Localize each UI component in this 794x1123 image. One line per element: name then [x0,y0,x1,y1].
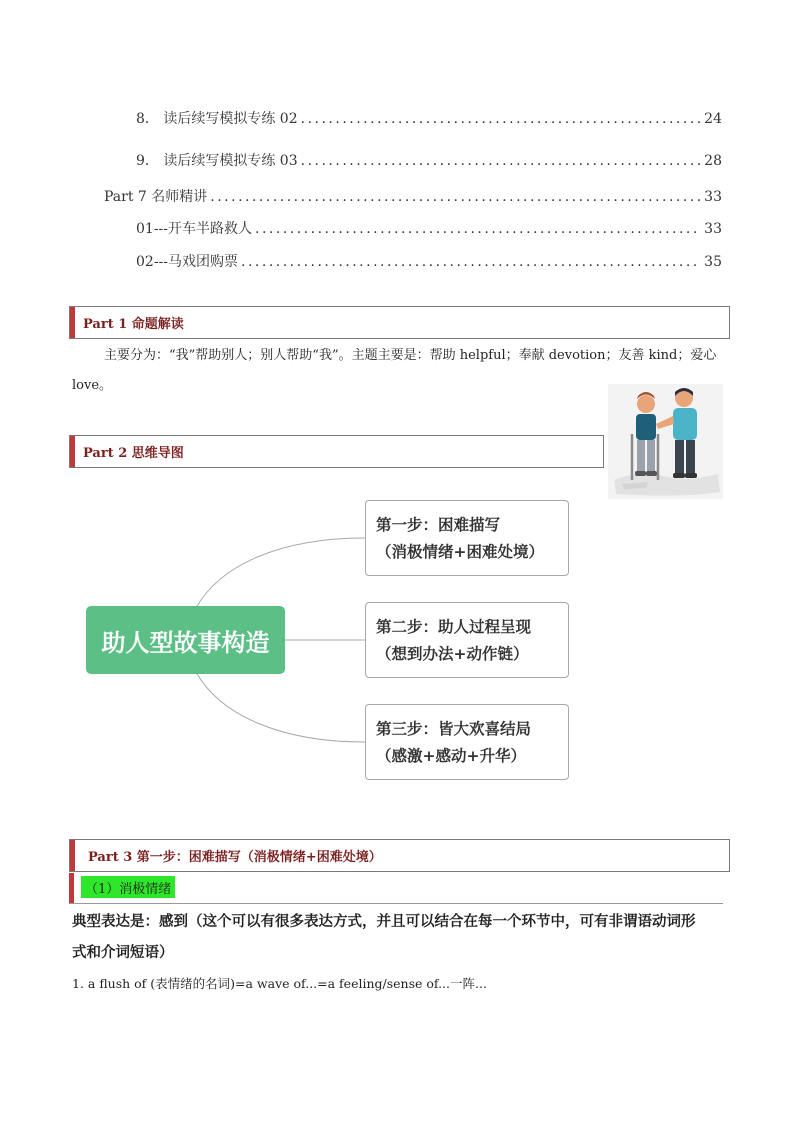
branch-subtitle: （感激+感动+升华） [376,747,526,765]
section-title: Part 3 第一步：困难描写（消极情绪+困难处境） [88,850,382,865]
mindmap-branch-node[interactable] [365,602,569,678]
part3-intro-line2: 式和介词短语） [72,944,174,961]
toc-entry-label: 02---马戏团购票 [136,254,239,270]
subhead-negative-emotion: （1）消极情绪 [81,876,175,898]
part1-text-line2: love。 [72,378,113,393]
toc-entry-label: 8． 读后续写模拟专练 02 [136,111,298,127]
branch-subtitle: （想到办法+动作链） [376,645,529,663]
toc-entry-page: 24 [704,111,722,127]
branch-title: 第三步：皆大欢喜结局 [376,720,532,738]
branch-subtitle: （消极情绪+困难处境） [376,543,544,561]
part3-item1: 1. a flush of (表情绪的名词)=a wave of...=a feeling/sense of...一阵... [72,976,487,991]
section-title: Part 1 命题解读 [83,317,184,332]
section-accent-bar [70,840,75,871]
toc-entry-label: 9． 读后续写模拟专练 03 [136,153,298,169]
toc-entry-label: Part 7 名师精讲 [104,189,208,205]
part1-text-line1: 主要分为：“我”帮助别人；别人帮助“我”。主题主要是：帮助 helpful；奉献 devotion；友善 kind；爱心 [104,348,717,363]
section-header-part3 [69,839,730,872]
toc-entry-page: 28 [704,153,722,169]
toc-entry-page: 35 [704,254,722,270]
section-title: Part 2 思维导图 [83,446,184,461]
subhead-accent-bar [69,873,74,903]
part3-intro-line1: 典型表达是：感到（这个可以有很多表达方式，并且可以结合在每一个环节中，可有非谓语动词形 [72,913,696,930]
mindmap-branch-node[interactable] [365,500,569,576]
toc-entry-label: 01---开车半路救人 [136,221,253,237]
subhead-underline [69,903,723,904]
toc-entry-page: 33 [704,189,722,205]
mindmap-root-node[interactable]: 助人型故事构造 [86,606,285,674]
mindmap-branch-node[interactable] [365,704,569,780]
branch-title: 第二步：助人过程呈现 [376,618,532,636]
branch-title: 第一步：困难描写 [376,516,501,534]
toc-entry-page: 33 [704,221,722,237]
